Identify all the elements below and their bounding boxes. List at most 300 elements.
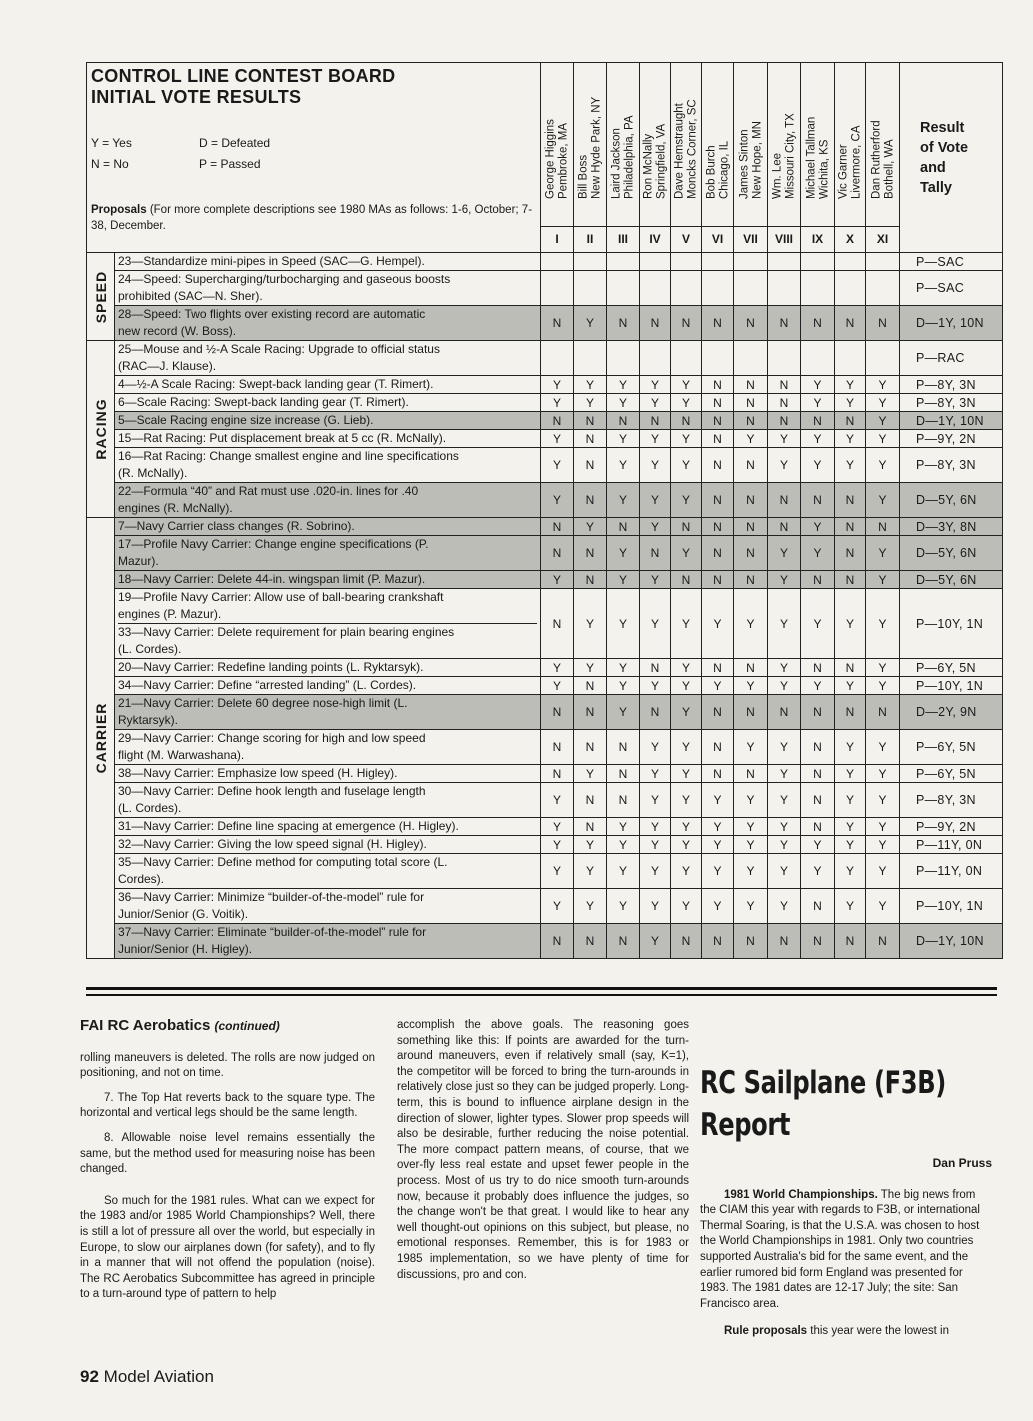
- vote-cell: Y: [607, 394, 640, 412]
- member-roman-numeral: IX: [801, 226, 835, 252]
- member-name-text: James Sinton: [738, 128, 750, 199]
- vote-cell: N: [768, 376, 801, 394]
- vote-cell: Y: [671, 677, 702, 695]
- proposal-row: [87, 677, 1003, 695]
- vote-result: P—11Y, 0N: [900, 836, 1003, 854]
- vote-cell: N: [835, 571, 866, 589]
- vote-cell: N: [768, 518, 801, 536]
- vote-result: D—1Y, 10N: [900, 924, 1003, 959]
- vote-cell: Y: [734, 818, 768, 836]
- vote-cell: Y: [607, 818, 640, 836]
- member-name-text: Bob Burch: [705, 144, 717, 199]
- vote-table: [86, 62, 1003, 959]
- vote-cell: N: [541, 412, 574, 430]
- vote-cell: N: [734, 518, 768, 536]
- vote-cell: N: [734, 394, 768, 412]
- vote-cell: N: [702, 306, 734, 341]
- proposal-line: 31—Navy Carrier: Define line spacing at emergence (H. Higley).: [118, 819, 459, 833]
- vote-cell: N: [574, 412, 607, 430]
- vote-cell: [768, 341, 801, 376]
- vote-cell: Y: [801, 854, 835, 889]
- vote-cell: [702, 341, 734, 376]
- member-city: Moncks Corner, SC: [686, 98, 698, 199]
- vote-cell: Y: [671, 730, 702, 765]
- member-city: Chicago, IL: [717, 140, 730, 199]
- vote-cell: N: [866, 695, 900, 730]
- vote-cell: Y: [607, 483, 640, 518]
- vote-cell: Y: [835, 430, 866, 448]
- vote-cell: [734, 253, 768, 271]
- proposal-description: [115, 571, 541, 589]
- proposals-note-text: (For more complete descriptions see 1980 MAs as follows: 1-6, October; 7-38, December.: [91, 204, 533, 232]
- vote-result: P—8Y, 3N: [900, 376, 1003, 394]
- vote-cell: N: [835, 536, 866, 571]
- vote-cell: N: [702, 412, 734, 430]
- vote-cell: Y: [541, 394, 574, 412]
- vote-results-board: [86, 62, 1002, 978]
- vote-cell: N: [801, 306, 835, 341]
- vote-cell: Y: [671, 765, 702, 783]
- vote-cell: Y: [866, 783, 900, 818]
- vote-cell: Y: [866, 659, 900, 677]
- member-name: [611, 115, 636, 199]
- vote-cell: Y: [640, 376, 671, 394]
- proposal-line: 15—Rat Racing: Put displacement break at 5 cc (R. McNally).: [118, 431, 447, 445]
- vote-cell: N: [541, 589, 574, 659]
- vote-result: P—10Y, 1N: [900, 889, 1003, 924]
- proposal-description: [115, 518, 541, 536]
- proposal-row: [87, 341, 1003, 376]
- vote-cell: N: [835, 518, 866, 536]
- proposal-row: [87, 589, 1003, 659]
- vote-cell: N: [574, 448, 607, 483]
- vote-cell: Y: [768, 730, 801, 765]
- vote-cell: Y: [768, 430, 801, 448]
- proposal-description: [115, 394, 541, 412]
- vote-cell: Y: [835, 448, 866, 483]
- proposal-line: 25—Mouse and ½-A Scale Racing: Upgrade to official status: [118, 342, 440, 356]
- vote-cell: N: [541, 924, 574, 959]
- member-header: [574, 63, 607, 227]
- vote-cell: Y: [607, 677, 640, 695]
- vote-cell: Y: [801, 677, 835, 695]
- page-number: 92: [80, 1367, 99, 1386]
- proposal-line: Mazur).: [118, 554, 159, 568]
- vote-cell: Y: [640, 924, 671, 959]
- category-text: SPEED: [92, 270, 109, 323]
- vote-cell: N: [768, 394, 801, 412]
- proposal-line: 22—Formula “40” and Rat must use .020-in. lines for .40: [118, 484, 419, 498]
- proposal-line: 19—Profile Navy Carrier: Allow use of ball-bearing crankshaft: [118, 590, 444, 604]
- proposal-description: [115, 695, 541, 730]
- vote-cell: N: [574, 783, 607, 818]
- vote-cell: N: [768, 695, 801, 730]
- proposal-row: [87, 695, 1003, 730]
- vote-cell: Y: [671, 889, 702, 924]
- member-name-text: Bill Boss: [577, 154, 590, 199]
- vote-cell: N: [734, 659, 768, 677]
- member-city: Pembroke, MA: [557, 122, 569, 199]
- vote-cell: [574, 271, 607, 306]
- member-roman-numeral: IV: [640, 226, 671, 252]
- vote-cell: N: [801, 765, 835, 783]
- proposal-line: engines (P. Mazur).: [118, 606, 537, 624]
- vote-cell: Y: [640, 730, 671, 765]
- proposal-line: (R. McNally).: [118, 466, 188, 480]
- vote-cell: Y: [574, 659, 607, 677]
- vote-cell: [607, 271, 640, 306]
- vote-cell: Y: [671, 854, 702, 889]
- member-roman-numeral: VIII: [768, 226, 801, 252]
- member-city: Bothell, WA: [882, 138, 895, 199]
- sailplane-title: [700, 1062, 981, 1146]
- vote-cell: N: [768, 924, 801, 959]
- vote-cell: N: [734, 536, 768, 571]
- proposal-description: [115, 730, 541, 765]
- vote-cell: N: [574, 483, 607, 518]
- proposal-description: [115, 889, 541, 924]
- vote-cell: N: [734, 306, 768, 341]
- vote-result: P—8Y, 3N: [900, 394, 1003, 412]
- proposal-row: [87, 571, 1003, 589]
- vote-cell: Y: [607, 854, 640, 889]
- proposals-label: Proposals: [91, 204, 147, 216]
- member-header: [702, 63, 734, 227]
- vote-cell: Y: [866, 412, 900, 430]
- member-city: New Hope, MN: [750, 120, 763, 199]
- vote-cell: Y: [801, 394, 835, 412]
- member-name-text: Michael Tallman: [805, 116, 817, 199]
- proposal-line: 16—Rat Racing: Change smallest engine and line specifications: [118, 449, 459, 463]
- vote-cell: Y: [640, 677, 671, 695]
- vote-cell: Y: [541, 854, 574, 889]
- vote-result: P—8Y, 3N: [900, 783, 1003, 818]
- vote-result: P—6Y, 5N: [900, 765, 1003, 783]
- vote-cell: Y: [640, 571, 671, 589]
- fai-paragraph: 7. The Top Hat reverts back to the square type. The horizontal and vertical legs should be the same length.: [80, 1091, 375, 1120]
- vote-cell: N: [702, 695, 734, 730]
- paragraph-text: The big news from the CIAM this year with regards to F3B, or international Thermal Soaring, is that the U.S.A. was chosen to host the World Championships in 1981. Only two countries supported Australia's bid for the same event, and the earlier rumored bid form England was presented for 1983. The 1981 dates are 12-17 July; the site: San Francisco area.: [700, 1188, 980, 1310]
- vote-result: P—11Y, 0N: [900, 854, 1003, 889]
- vote-cell: N: [835, 695, 866, 730]
- vote-cell: N: [835, 306, 866, 341]
- vote-cell: Y: [574, 836, 607, 854]
- fai-paragraph: rolling maneuvers is deleted. The rolls are now judged on positioning, and not on time.: [80, 1051, 375, 1080]
- member-name: [838, 125, 863, 199]
- vote-cell: N: [835, 924, 866, 959]
- vote-cell: Y: [640, 394, 671, 412]
- vote-cell: N: [607, 412, 640, 430]
- vote-cell: [801, 341, 835, 376]
- vote-cell: Y: [866, 854, 900, 889]
- vote-cell: [768, 271, 801, 306]
- vote-cell: Y: [574, 765, 607, 783]
- vote-cell: Y: [671, 783, 702, 818]
- vote-cell: [768, 253, 801, 271]
- member-name-text: Dan Rutherford: [870, 119, 882, 199]
- vote-cell: N: [574, 818, 607, 836]
- proposal-description: [115, 818, 541, 836]
- vote-cell: Y: [801, 376, 835, 394]
- vote-cell: Y: [574, 518, 607, 536]
- vote-cell: Y: [866, 376, 900, 394]
- proposal-line: prohibited (SAC—N. Sher).: [118, 289, 263, 303]
- vote-cell: Y: [640, 836, 671, 854]
- proposal-row: [87, 659, 1003, 677]
- category-label: [87, 341, 115, 518]
- section-divider: [86, 987, 997, 990]
- vote-cell: N: [607, 924, 640, 959]
- vote-cell: Y: [607, 889, 640, 924]
- vote-cell: Y: [574, 589, 607, 659]
- vote-cell: N: [734, 571, 768, 589]
- vote-cell: N: [574, 430, 607, 448]
- vote-cell: Y: [574, 306, 607, 341]
- vote-cell: Y: [702, 677, 734, 695]
- vote-cell: Y: [835, 677, 866, 695]
- vote-cell: [640, 271, 671, 306]
- vote-cell: Y: [768, 589, 801, 659]
- sailplane-paragraph: [700, 1188, 992, 1313]
- vote-cell: Y: [702, 783, 734, 818]
- sailplane-title-line-2: Report: [700, 1107, 791, 1143]
- vote-cell: N: [702, 765, 734, 783]
- proposal-description: [115, 589, 541, 659]
- member-name: [643, 123, 668, 198]
- vote-cell: Y: [671, 376, 702, 394]
- vote-cell: N: [768, 306, 801, 341]
- proposal-row: [87, 836, 1003, 854]
- fai-title: FAI RC Aerobatics: [80, 1017, 211, 1034]
- vote-cell: N: [574, 536, 607, 571]
- section-divider-thin: [86, 994, 997, 996]
- member-name: [738, 121, 763, 199]
- vote-cell: N: [574, 730, 607, 765]
- proposal-line: Ryktarsyk).: [118, 713, 178, 727]
- fai-continued: (continued): [214, 1019, 280, 1033]
- member-header: [671, 63, 702, 227]
- fai-column: [80, 1018, 375, 1312]
- vote-cell: Y: [768, 448, 801, 483]
- vote-cell: Y: [541, 677, 574, 695]
- vote-cell: Y: [835, 818, 866, 836]
- vote-cell: N: [541, 730, 574, 765]
- vote-cell: Y: [702, 854, 734, 889]
- proposal-row: [87, 818, 1003, 836]
- vote-cell: Y: [607, 376, 640, 394]
- vote-cell: [671, 253, 702, 271]
- proposal-description: [115, 253, 541, 271]
- vote-cell: N: [541, 518, 574, 536]
- sailplane-paragraph: [700, 1324, 992, 1340]
- member-roman-numeral: V: [671, 226, 702, 252]
- proposal-line: 21—Navy Carrier: Delete 60 degree nose-high limit (L.: [118, 696, 408, 710]
- title-line-2: INITIAL VOTE RESULTS: [91, 87, 302, 107]
- vote-cell: [734, 271, 768, 306]
- proposal-description: [115, 306, 541, 341]
- vote-cell: N: [671, 924, 702, 959]
- vote-cell: N: [702, 394, 734, 412]
- vote-cell: Y: [541, 571, 574, 589]
- proposal-description: [115, 341, 541, 376]
- member-city: Livermore, CA: [850, 125, 862, 199]
- lead-in: 1981 World Championships.: [724, 1188, 878, 1201]
- vote-cell: Y: [866, 889, 900, 924]
- vote-cell: Y: [671, 536, 702, 571]
- vote-cell: Y: [640, 765, 671, 783]
- vote-cell: [801, 253, 835, 271]
- vote-cell: Y: [702, 836, 734, 854]
- category-text: CARRIER: [92, 702, 109, 774]
- vote-cell: Y: [541, 889, 574, 924]
- vote-result: D—1Y, 10N: [900, 412, 1003, 430]
- vote-cell: N: [574, 695, 607, 730]
- vote-cell: Y: [835, 854, 866, 889]
- vote-cell: N: [607, 765, 640, 783]
- member-header: [835, 63, 866, 227]
- vote-cell: [607, 253, 640, 271]
- proposal-line: Junior/Senior (G. Voitik).: [118, 907, 249, 921]
- vote-result: P—10Y, 1N: [900, 677, 1003, 695]
- vote-cell: N: [801, 659, 835, 677]
- vote-cell: Y: [607, 589, 640, 659]
- proposal-row: [87, 783, 1003, 818]
- member-header: [801, 63, 835, 227]
- fai-paragraph-continued: accomplish the above goals. The reasoning goes something like this: If points are awarded for the turn-around maneuvers, even if relatively small (say, K=1), the competitor will be forced to bring the turn-arounds in relatively close just so they can be judged properly. Long-term, this is bound to influence airplane design in the direction of slower, lighter types. Slower prop speeds will also be desirable, further reducing the noise potential. The more compact pattern means, of course, that we over-fly less real estate and upset fewer people in the process. Most of us try to do nice smooth turn-arounds now, because it probably does influence the judges, so the change won't be that great. I would like to hear any well thought-out opinions on this subject, but please, no emotional responses. Remember, this is for 1983 or 1985 implementation, so we have plenty of time for discussions, pro and con.: [397, 1019, 689, 1281]
- vote-cell: Y: [835, 394, 866, 412]
- fai-section-title: [80, 1018, 375, 1035]
- vote-cell: Y: [801, 518, 835, 536]
- vote-cell: Y: [801, 836, 835, 854]
- vote-cell: [607, 341, 640, 376]
- vote-cell: N: [671, 412, 702, 430]
- member-header: [640, 63, 671, 227]
- member-roman-numeral: VII: [734, 226, 768, 252]
- proposal-description: [115, 536, 541, 571]
- vote-cell: Y: [768, 659, 801, 677]
- vote-cell: N: [835, 659, 866, 677]
- proposal-row: [87, 394, 1003, 412]
- member-header: [734, 63, 768, 227]
- proposal-line: 18—Navy Carrier: Delete 44-in. wingspan limit (P. Mazur).: [118, 572, 426, 586]
- proposal-line: 5—Scale Racing engine size increase (G. Lieb).: [118, 413, 374, 427]
- proposal-row: [87, 765, 1003, 783]
- member-name-text: George Higgins: [544, 118, 557, 199]
- vote-cell: N: [607, 518, 640, 536]
- vote-result: P—6Y, 5N: [900, 659, 1003, 677]
- vote-cell: [541, 253, 574, 271]
- vote-cell: N: [541, 765, 574, 783]
- proposal-line: new record (W. Boss).: [118, 324, 237, 338]
- vote-cell: Y: [640, 889, 671, 924]
- vote-cell: N: [702, 924, 734, 959]
- vote-cell: N: [702, 430, 734, 448]
- member-name: [578, 96, 603, 198]
- vote-cell: Y: [835, 376, 866, 394]
- vote-cell: Y: [640, 483, 671, 518]
- proposal-line: 6—Scale Racing: Swept-back landing gear (T. Rimert).: [118, 395, 409, 409]
- vote-cell: Y: [574, 394, 607, 412]
- member-roman-numeral: VI: [702, 226, 734, 252]
- proposal-line: 32—Navy Carrier: Giving the low speed signal (H. Higley).: [118, 837, 427, 851]
- proposal-line: 7—Navy Carrier class changes (R. Sobrino).: [118, 519, 355, 533]
- proposal-line: (L. Cordes).: [118, 801, 182, 815]
- vote-result: P—RAC: [900, 341, 1003, 376]
- result-header-line: and: [920, 159, 946, 176]
- vote-result: D—5Y, 6N: [900, 536, 1003, 571]
- vote-cell: N: [801, 730, 835, 765]
- vote-cell: Y: [734, 677, 768, 695]
- vote-cell: N: [702, 659, 734, 677]
- proposal-line: 23—Standardize mini-pipes in Speed (SAC—G. Hempel).: [118, 254, 425, 268]
- vote-cell: Y: [734, 730, 768, 765]
- vote-cell: Y: [866, 677, 900, 695]
- vote-cell: [541, 271, 574, 306]
- vote-cell: N: [574, 924, 607, 959]
- result-header-line: of Vote: [920, 139, 969, 156]
- vote-cell: Y: [866, 394, 900, 412]
- vote-cell: Y: [640, 448, 671, 483]
- proposal-row: [87, 518, 1003, 536]
- member-roman-numeral: II: [574, 226, 607, 252]
- vote-cell: [640, 341, 671, 376]
- vote-cell: Y: [734, 783, 768, 818]
- proposal-row: [87, 889, 1003, 924]
- vote-result: D—5Y, 6N: [900, 483, 1003, 518]
- vote-cell: Y: [541, 836, 574, 854]
- vote-cell: Y: [866, 483, 900, 518]
- board-title: [91, 66, 536, 108]
- member-city: New Hyde Park, NY: [590, 96, 602, 199]
- proposal-line: engines (R. McNally).: [118, 501, 233, 515]
- member-name: [705, 140, 730, 198]
- vote-result: D—5Y, 6N: [900, 571, 1003, 589]
- vote-cell: N: [768, 412, 801, 430]
- vote-cell: N: [671, 571, 702, 589]
- result-header: [900, 63, 1003, 253]
- result-header-line: Tally: [920, 179, 952, 196]
- vote-cell: [801, 271, 835, 306]
- vote-cell: N: [768, 483, 801, 518]
- vote-cell: Y: [671, 430, 702, 448]
- vote-cell: Y: [541, 430, 574, 448]
- vote-cell: N: [734, 924, 768, 959]
- legend-yes: Y = Yes: [91, 136, 132, 150]
- vote-cell: N: [801, 783, 835, 818]
- vote-cell: Y: [671, 695, 702, 730]
- vote-cell: Y: [640, 518, 671, 536]
- proposal-row: [87, 412, 1003, 430]
- vote-cell: [866, 271, 900, 306]
- vote-result: P—SAC: [900, 271, 1003, 306]
- page-footer: [80, 1367, 214, 1387]
- vote-cell: [640, 253, 671, 271]
- member-roman-numeral: III: [607, 226, 640, 252]
- vote-cell: N: [574, 677, 607, 695]
- board-header: [87, 63, 541, 253]
- vote-cell: Y: [768, 889, 801, 924]
- proposal-row: [87, 924, 1003, 959]
- proposals-note: [91, 202, 537, 234]
- proposal-line: 30—Navy Carrier: Define hook length and fuselage length: [118, 784, 426, 798]
- proposal-line: flight (M. Warwashana).: [118, 748, 245, 762]
- vote-cell: Y: [607, 659, 640, 677]
- vote-cell: Y: [866, 836, 900, 854]
- proposal-line: Junior/Senior (H. Higley).: [118, 942, 253, 956]
- vote-cell: Y: [607, 430, 640, 448]
- result-header-line: Result: [920, 119, 965, 136]
- proposal-row: [87, 448, 1003, 483]
